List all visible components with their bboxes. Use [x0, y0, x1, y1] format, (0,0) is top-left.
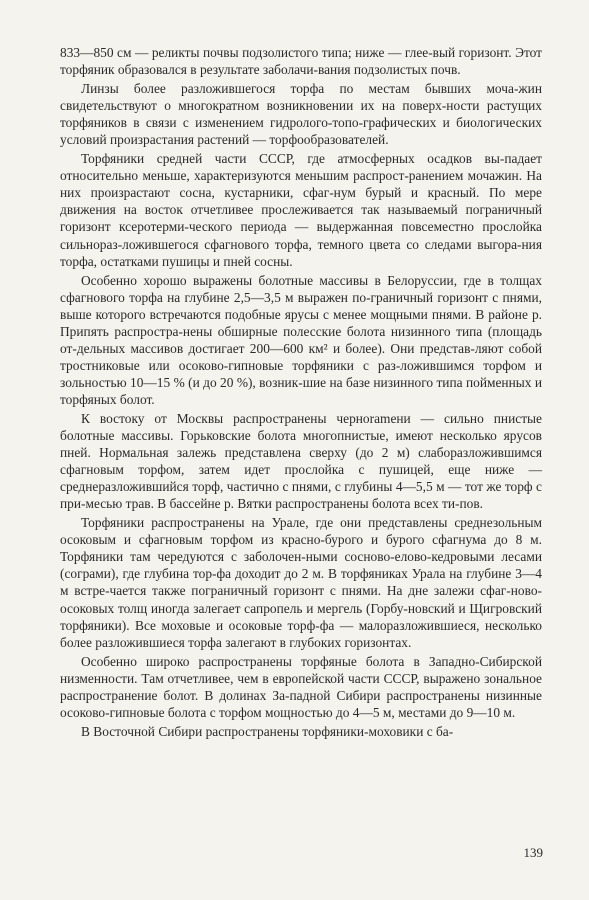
paragraph-1: 833—850 см — реликты почвы подзолистого типа; ниже — глее-вый горизонт. Этот торфяник образовался в результате заболачи-вания подзолистых почв. — [60, 45, 542, 78]
paragraph-8: В Восточной Сибири распространены торфяники-моховики с ба- — [81, 723, 454, 739]
paragraph-6: Торфяники распространены на Урале, где они представлены среднезольным осоковым и сфагновым торфом из красно-бурого и бурого сфагнума до 8 м. Торфяники там чередуются с заболочен-ными сосново-елово-кедровыми лесами (сограми), где глубина тор-фа доходит до 2 м. В торфяниках Урала на глубине 3—4 м встре-чается также пограничный горизонт с пнями. На дне залежи сфаг-ново-осоковых толщ иногда залегает сапропель и мергель (Горбу-новский и Щигровский торфяники). Все моховые и осоковые торф-фа — малоразложившиеся, несколько более разложившиеся торфа залегают в глубоких горизонтах. — [60, 515, 542, 650]
paragraph-5: К востоку от Москвы распространены черноramени — сильно пнистые болотные массивы. Горьковские болота многопнистые, имеют несколько ярусов пней. Нормальная залежь представлена сверху (до 2 м) слаборазложившимся сфагновым торфом, затем идет прослойка с пушицей, еще ниже — среднеразложившийся торф, частично с пнями, с глубины 4—5,5 м — тот же торф с при-месью трав. В бассейне р. Вятки распространены болота всех ти-пов. — [60, 410, 542, 512]
paragraph-3: Торфяники средней части СССР, где атмосферных осадков вы-падает относительно меньше, характеризуются меньшим распрост-ранением мочажин. На них произрастают сосна, кустарники, сфаг-нум бурый и красный. По мере движения на восток отчетливее прослеживается так называемый пограничный горизонт ксеротерми-ческого периода — выдержанная повсеместно прослойка сильнораз-ложившегося сфагнового торфа, темного цвета со следами выгора-ния торфа, остатками пушицы и пней сосны. — [60, 151, 542, 269]
page-number: 139 — [523, 845, 543, 860]
body-text — [60, 44, 542, 742]
paragraph-2: Линзы более разложившегося торфа по местам бывших моча-жин свидетельствуют о многократном возникновении их на поверх-ности растущих торфяников в связи с изменением гидролого-топо-графических и биологических условий произрастания растений — торфообразователей. — [60, 81, 542, 148]
paragraph-7: Особенно широко распространены торфяные болота в Западно-Сибирской низменности. Там отчетливее, чем в европейской части СССР, выражено зональное распространение болот. В долинах За-падной Сибири распространены низинные осоково-гипновые болота с торфом мощностью до 4—5 м, местами до 9—10 м. — [60, 653, 542, 720]
paragraph-4: Особенно хорошо выражены болотные массивы в Белоруссии, где в толщах сфагнового торфа на глубине 2,5—3,5 м выражен по-граничный горизонт с пнями, выше которого встречаются подобные ярусы с менее мощными пнями. В районе р. Припять распростра-нены обширные полесские болота низинного типа (площадь от-дельных массивов достигает 200—600 км² и более). Они представ-ляют собой тростниковые или осоково-гипновые торфяники с раз-ложившимся торфом и зольностью 10—15 % (и до 20 %), возник-шие на базе низинного типа пойменных и торфяных болот. — [60, 272, 542, 407]
